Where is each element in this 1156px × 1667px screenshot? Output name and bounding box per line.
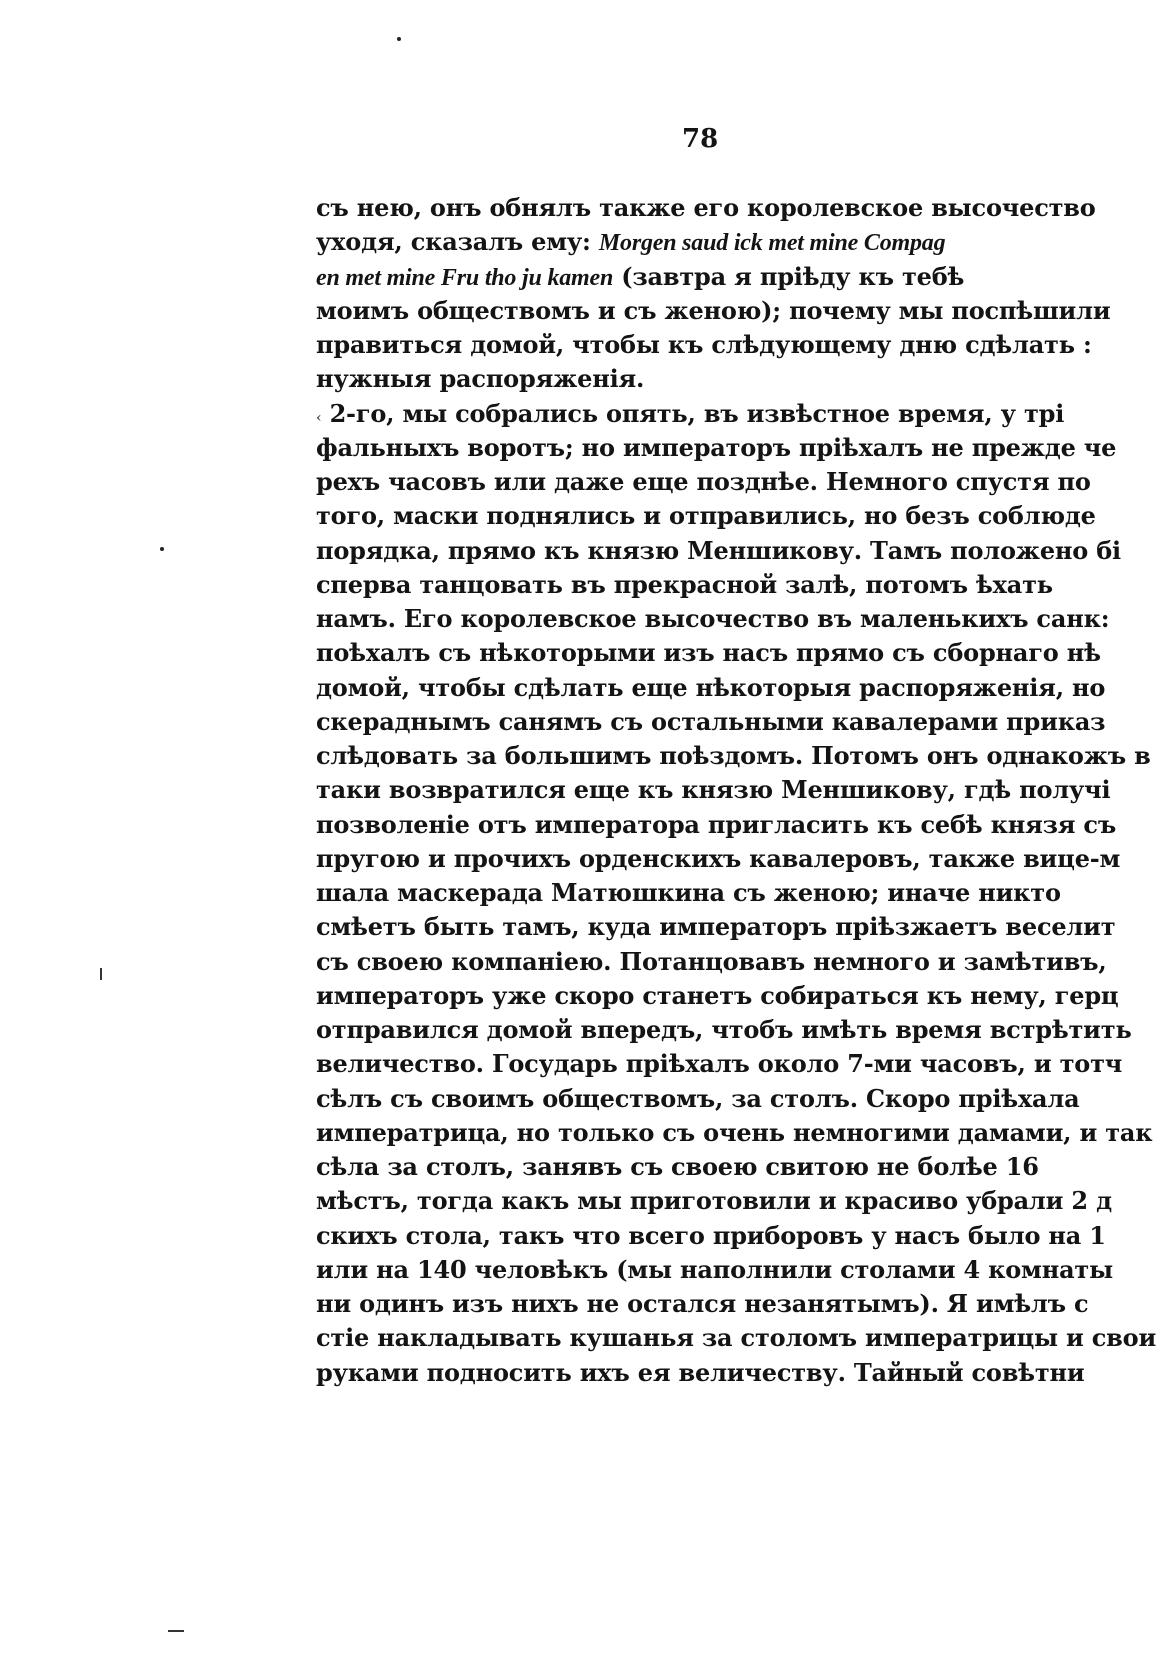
text-line: скераднымъ санямъ съ остальными кавалерами приказ xyxy=(316,706,1106,736)
text-line: величество. Государь пріѣхалъ около 7-ми часовъ, и тотч xyxy=(316,1049,1123,1079)
text-line: фальныхъ воротъ; но императоръ пріѣхалъ не прежде че xyxy=(316,432,1117,462)
text-line: скихъ стола, такъ что всего приборовъ у насъ было на 1 xyxy=(316,1220,1106,1250)
text-line: императрица, но только съ очень немногими дамами, и так xyxy=(316,1117,1153,1147)
german-quote: Morgen saud ick met mine Compag xyxy=(598,230,946,257)
text-line: или на 140 человѣкъ (мы наполнили столами 4 комнаты xyxy=(316,1254,1113,1284)
text-line: правиться домой, чтобы къ слѣдующему дню сдѣлать : xyxy=(316,330,1092,359)
text-line: сѣла за столъ, занявъ съ своею свитою не болѣе 16 xyxy=(316,1152,1039,1181)
text-line-start: уходя, сказалъ ему: xyxy=(316,227,599,257)
margin-mark xyxy=(100,968,102,980)
text-line: рехъ часовъ или даже еще позднѣе. Немного спустя по xyxy=(316,467,1091,496)
text-line: императоръ уже скоро станетъ собираться къ нему, герц xyxy=(316,980,1119,1010)
text-line: руками подносить ихъ ея величеству. Тайный совѣтни xyxy=(316,1357,1085,1387)
text-line: позволеніе отъ императора пригласить къ себѣ князя съ xyxy=(316,809,1117,839)
text-line: моимъ обществомъ и съ женою); почему мы поспѣшили xyxy=(316,295,1111,325)
text-line: нужныя распоряженія. xyxy=(316,364,645,394)
text-line: порядка, прямо къ князю Меншикову. Тамъ положено бі xyxy=(316,535,1121,565)
text-line: шала маскерада Матюшкина съ женою; иначе никто xyxy=(316,878,1061,907)
ink-speck xyxy=(397,37,401,41)
text-line: стіе накладывать кушанья за столомъ императрицы и свои xyxy=(316,1323,1156,1353)
text-line: намъ. Его королевское высочество въ маленькихъ санк: xyxy=(316,604,1110,633)
ink-speck xyxy=(160,547,164,551)
text-line: смѣетъ быть тамъ, куда императоръ пріѣзжаетъ веселит xyxy=(316,912,1116,942)
translation-start: (завтра я пріѣду къ тебѣ xyxy=(613,261,965,291)
text-line: сперва танцовать въ прекрасной залѣ, потомъ ѣхать xyxy=(316,569,1053,599)
text-line: того, маски поднялись и отправились, но безъ соблюде xyxy=(316,501,1096,531)
text-line: ни одинъ изъ нихъ не остался незанятымъ). Я имѣлъ с xyxy=(316,1289,1089,1318)
paragraph-mark: ‹ xyxy=(316,409,322,426)
text-line: съ своею компаніею. Потанцовавъ немного и замѣтивъ, xyxy=(316,946,1107,976)
text-line: таки возвратился еще къ князю Меншикову, гдѣ получі xyxy=(316,775,1111,805)
text-line: мѣстъ, тогда какъ мы приготовили и красиво убрали 2 д xyxy=(316,1186,1112,1216)
text-line: съ нею, онъ обнялъ также его королевское высочество xyxy=(316,193,1096,222)
paragraph-start: 2-го, мы собрались опять, въ извѣстное время, у трі xyxy=(329,398,1065,428)
body-text xyxy=(316,191,1156,1390)
text-line: домой, чтобы сдѣлать еще нѣкоторыя распоряженія, но xyxy=(316,672,1106,702)
margin-mark xyxy=(168,1630,184,1632)
text-line: сѣлъ съ своимъ обществомъ, за столъ. Скоро пріѣхала xyxy=(316,1083,1080,1113)
text-line xyxy=(316,225,1040,259)
text-line xyxy=(316,397,1065,431)
text-line: пругою и прочихъ орденскихъ кавалеровъ, также вице-м xyxy=(316,843,1121,873)
text-line xyxy=(316,260,1040,294)
text-line: отправился домой впередъ, чтобъ имѣть время встрѣтить xyxy=(316,1015,1132,1044)
text-line: поѣхалъ съ нѣкоторыми изъ насъ прямо съ сборнаго нѣ xyxy=(316,638,1101,668)
german-quote: en met mine Fru tho ju kamen xyxy=(316,264,614,291)
page-number: 78 xyxy=(682,124,719,154)
text-line: слѣдовать за большимъ поѣздомъ. Потомъ онъ однакожъ в xyxy=(316,741,1151,770)
